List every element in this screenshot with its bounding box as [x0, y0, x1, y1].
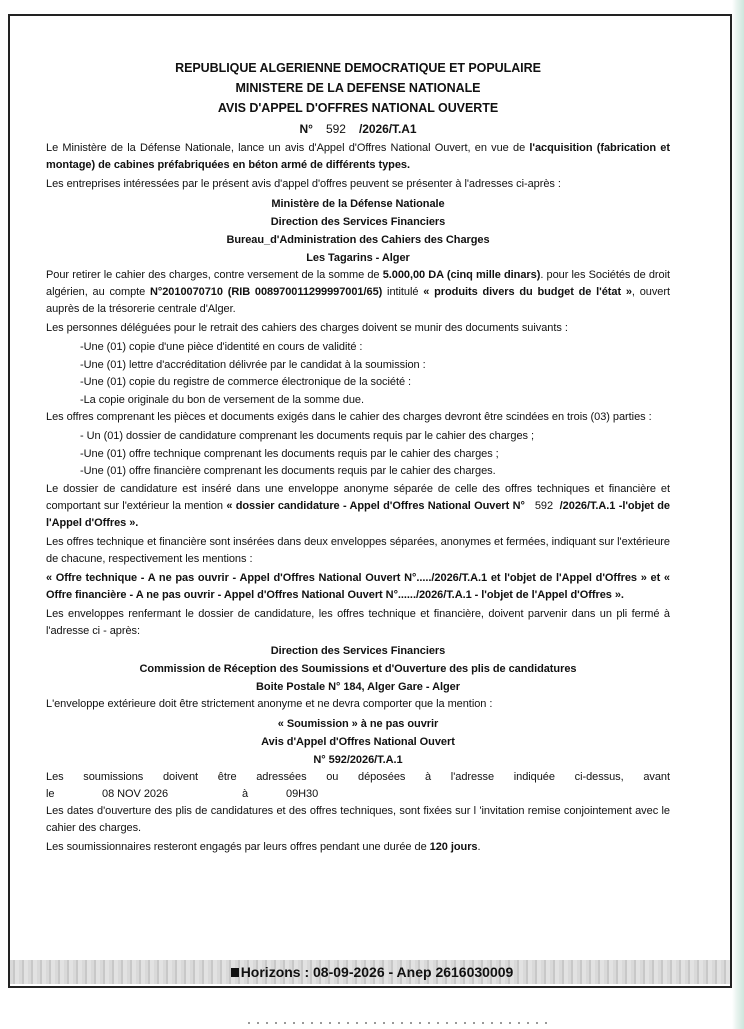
address1-line-4: Les Tagarins - Alger: [306, 252, 410, 264]
list-item: - Un (01) dossier de candidature comprenant les documents requis par le cahier des charges ;: [80, 430, 534, 442]
footer-reference: [0, 962, 744, 982]
engaged-paragraph: [46, 839, 670, 856]
deadline-le: le: [46, 787, 55, 800]
payment-text-2: . pour les Sociétés de droit algérien, au compte: [46, 269, 671, 298]
page-edge: [732, 0, 744, 1029]
intro-paragraph: [46, 140, 670, 174]
envelopes-mentions: « Offre technique - A ne pas ouvrir - Appel d'Offres National Ouvert N°...../2026/T.A.1 et l'objet de l'Appel d'Offres » et « Offre financière - A ne pas ouvrir - Appel d'Offres National Ouvert N°....../2026/T.A.1 - l'objet de l'Appel d'Offres ».: [46, 571, 670, 601]
payment-text-3: intitulé: [382, 286, 424, 298]
outer-envelope-paragraph: L'enveloppe extérieure doit être strictement anonyme et ne devra comporter que la mention :: [46, 697, 493, 710]
list-item: -Une (01) offre financière comprenant les documents requis par le cahier des charges.: [80, 465, 496, 477]
payment-text-4: , ouvert auprès de la trésorerie centrale d'Alger.: [46, 286, 670, 315]
address2-line-1: Direction des Services Financiers: [270, 644, 446, 657]
outer-mention-3: N° 592/2026/T.A.1: [313, 753, 403, 766]
ministry-heading: MINISTERE DE LA DEFENSE NATIONALE: [235, 81, 481, 95]
notice-number: [46, 120, 670, 138]
list-item: -Une (01) lettre d'accréditation délivrée par le candidat à la soumission :: [80, 358, 426, 371]
deadline-date-row: [46, 786, 670, 803]
footer-text: Horizons : 08-09-2026 - Anep 2616030009: [240, 964, 514, 980]
deadline-block: [46, 769, 670, 803]
delegates-paragraph: Les personnes déléguées pour le retrait des cahiers des charges doivent se munir des documents suivants :: [46, 322, 568, 334]
payment-amount: 5.000,00 DA (cinq mille dinars): [382, 269, 541, 281]
opening-paragraph: Les dates d'ouverture des plis de candidatures et des offres techniques, sont fixées sur l 'invitation remise conjointement avec le cahier des charges.: [46, 804, 670, 834]
list-item: -Une (01) offre technique comprenant les documents requis par le cahier des charges ;: [80, 447, 499, 460]
engaged-text: Les soumissionnaires resteront engagés par leurs offres pendant une durée de: [46, 840, 430, 853]
address1-line-2: Direction des Services Financiers: [270, 216, 446, 228]
dossier-text: Le dossier de candidature est inséré dans une enveloppe anonyme séparée de celle des offres techniques et financière et comportant sur l'extérieur la mention: [46, 482, 670, 512]
dossier-mention-end: /2026/T.A.1 -l'objet de l'Appel d'Offres ».: [46, 499, 670, 529]
number-value: 592: [325, 122, 346, 136]
list-item: -La copie originale du bon de versement de la somme due.: [80, 393, 364, 406]
engaged-duration: 120 jours: [429, 840, 478, 853]
address2-line-2: Commission de Réception des Soumissions et d'Ouverture des plis de candidatures: [139, 662, 577, 675]
dossier-number: 592: [534, 499, 554, 512]
delegates-list: [80, 339, 670, 409]
deadline-line: Les soumissions doivent être adressées ou déposées à l'adresse indiquée ci-dessus, avant: [46, 770, 670, 783]
scan-artifact: [248, 1022, 548, 1024]
payment-account-title: « produits divers du budget de l'état »: [423, 286, 632, 298]
deadline-a: à: [242, 787, 249, 800]
notice-content: [46, 56, 670, 858]
list-item: -Une (01) copie d'une pièce d'identité en cours de validité :: [80, 341, 363, 353]
address1-line-1: Ministère de la Défense Nationale: [271, 198, 445, 210]
payment-paragraph: [46, 267, 670, 318]
list-item: -Une (01) copie du registre de commerce électronique de la société :: [80, 376, 412, 388]
dossier-paragraph: [46, 481, 670, 532]
payment-account: N°2010070710 (RIB 008970011299997001/65): [150, 286, 383, 298]
delivery-paragraph: Les enveloppes renfermant le dossier de candidature, les offres technique et financière, doivent parvenir dans un pli fermé à l'adresse ci - après:: [46, 607, 670, 637]
companies-paragraph: Les entreprises intéressées par le présent avis d'appel d'offres peuvent se présenter à l'adresses ci-après :: [46, 178, 561, 190]
outer-mention-2: Avis d'Appel d'Offres National Ouvert: [261, 735, 455, 748]
engaged-end: .: [477, 840, 481, 853]
number-suffix: /2026/T.A1: [358, 122, 417, 136]
offers-paragraph: Les offres comprenant les pièces et documents exigés dans le cahier des charges devront être scindées en trois (03) parties :: [46, 411, 652, 423]
intro-object: l'acquisition (fabrication et montage) de cabines préfabriquées en béton armé de différents types.: [46, 142, 670, 171]
outer-mention-1: « Soumission » à ne pas ouvrir: [277, 717, 439, 730]
offers-list: [80, 428, 670, 481]
address2-line-3: Boite Postale N° 184, Alger Gare - Alger: [256, 680, 460, 693]
dossier-mention: « dossier candidature - Appel d'Offres National Ouvert N°: [226, 499, 525, 512]
deadline-time: 09H30: [286, 787, 319, 800]
notice-title: AVIS D'APPEL D'OFFRES NATIONAL OUVERTE: [217, 101, 499, 115]
number-prefix: N°: [299, 122, 313, 136]
envelopes-paragraph: Les offres technique et financière sont insérées dans deux enveloppes séparées, anonymes et fermées, indiquant sur l'extérieure de chacune, respectivement les mentions :: [46, 535, 670, 565]
republic-heading: REPUBLIQUE ALGERIENNE DEMOCRATIQUE ET POPULAIRE: [175, 61, 541, 75]
payment-text-1: Pour retirer le cahier des charges, contre versement de la somme de: [46, 269, 383, 281]
deadline-date: 08 NOV 2026: [102, 787, 169, 800]
intro-text: Le Ministère de la Défense Nationale, lance un avis d'Appel d'Offres National Ouvert, en vue de: [46, 142, 530, 154]
address1-line-3: Bureau_d'Administration des Cahiers des Charges: [226, 234, 490, 246]
square-bullet-icon: [231, 968, 239, 977]
